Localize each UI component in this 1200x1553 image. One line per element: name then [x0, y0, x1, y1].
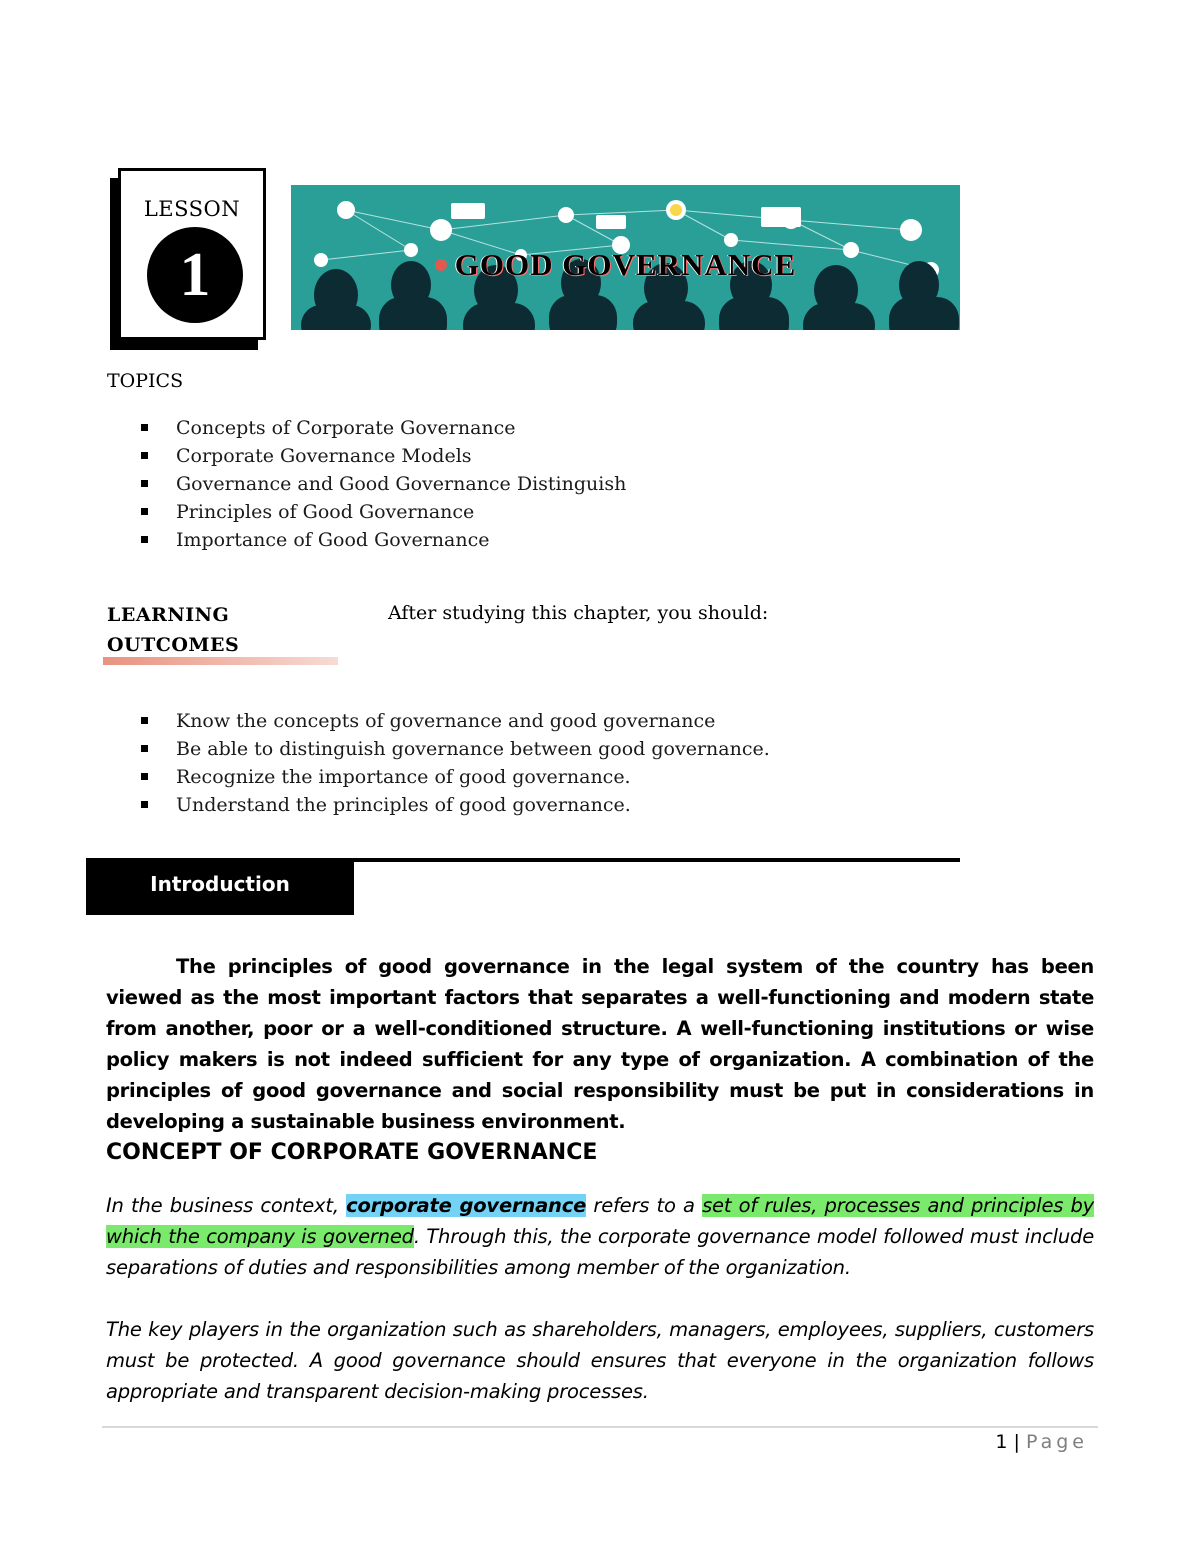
- footer-rule: [102, 1426, 1098, 1428]
- lesson-label: LESSON: [143, 197, 241, 221]
- bullet-square-icon: [141, 717, 148, 724]
- list-item: Principles of Good Governance: [141, 498, 626, 526]
- lesson-box: [118, 168, 266, 340]
- page-footer: 1 | Page: [995, 1431, 1088, 1453]
- list-item: Governance and Good Governance Distinguish: [141, 470, 626, 498]
- list-item: Be able to distinguish governance between good governance.: [141, 735, 770, 763]
- heading-accent-bar: [103, 657, 338, 665]
- bullet-square-icon: [141, 508, 148, 515]
- introduction-paragraph: The principles of good governance in the legal system of the country has been viewed as the most important factors that separates a well-functioning and modern state from another, poor or a well-conditioned structure. A well-functioning institutions or wise policy makers is not indeed sufficient for any type of organization. A combination of the principles of good governance and social responsibility must be put in considerations in developing a sustainable business environment.: [106, 955, 1094, 1133]
- bullet-square-icon: [141, 536, 148, 543]
- lesson-number: 1: [147, 227, 243, 323]
- bullet-square-icon: [141, 801, 148, 808]
- bullet-square-icon: [141, 480, 148, 487]
- list-item: Importance of Good Governance: [141, 526, 626, 554]
- good-governance-banner: [291, 185, 960, 330]
- bullet-square-icon: [141, 452, 148, 459]
- concept-paragraph-1: In the business context, corporate governance refers to a set of rules, processes and principles by which the company is governed. Through this, the corporate governance model followed must include separations of duties and responsibilities among member of the organization.: [106, 1194, 1095, 1279]
- introduction-header: [86, 858, 354, 915]
- learning-outcomes-intro: After studying this chapter, you should:: [388, 602, 769, 624]
- topics-heading: TOPICS: [107, 370, 184, 392]
- concept-heading: CONCEPT OF CORPORATE GOVERNANCE: [106, 1140, 598, 1165]
- list-item: Understand the principles of good governance.: [141, 791, 770, 819]
- highlighted-term: corporate governance: [346, 1194, 587, 1217]
- list-item: Concepts of Corporate Governance: [141, 414, 626, 442]
- concept-paragraph-2: The key players in the organization such as shareholders, managers, employees, suppliers, customers must be protected. A good governance should ensures that everyone in the organization follows appropriate and transparent decision-making processes.: [106, 1318, 1094, 1403]
- bullet-square-icon: [141, 424, 148, 431]
- banner-title: GOOD GOVERNANCE: [454, 247, 797, 282]
- learning-outcomes-list: [141, 707, 770, 819]
- topics-list: [141, 414, 626, 554]
- bullet-square-icon: [141, 773, 148, 780]
- list-item: Recognize the importance of good governance.: [141, 763, 770, 791]
- highlighted-definition: set of rules, processes and principles by which the company is governed: [106, 1194, 1095, 1248]
- introduction-label: Introduction: [150, 872, 290, 896]
- list-item: Corporate Governance Models: [141, 442, 626, 470]
- list-item: Know the concepts of governance and good governance: [141, 707, 770, 735]
- learning-outcomes-heading: LEARNING OUTCOMES: [107, 604, 240, 656]
- bullet-square-icon: [141, 745, 148, 752]
- page-word: Page: [1026, 1431, 1088, 1453]
- page-number: 1: [995, 1431, 1008, 1453]
